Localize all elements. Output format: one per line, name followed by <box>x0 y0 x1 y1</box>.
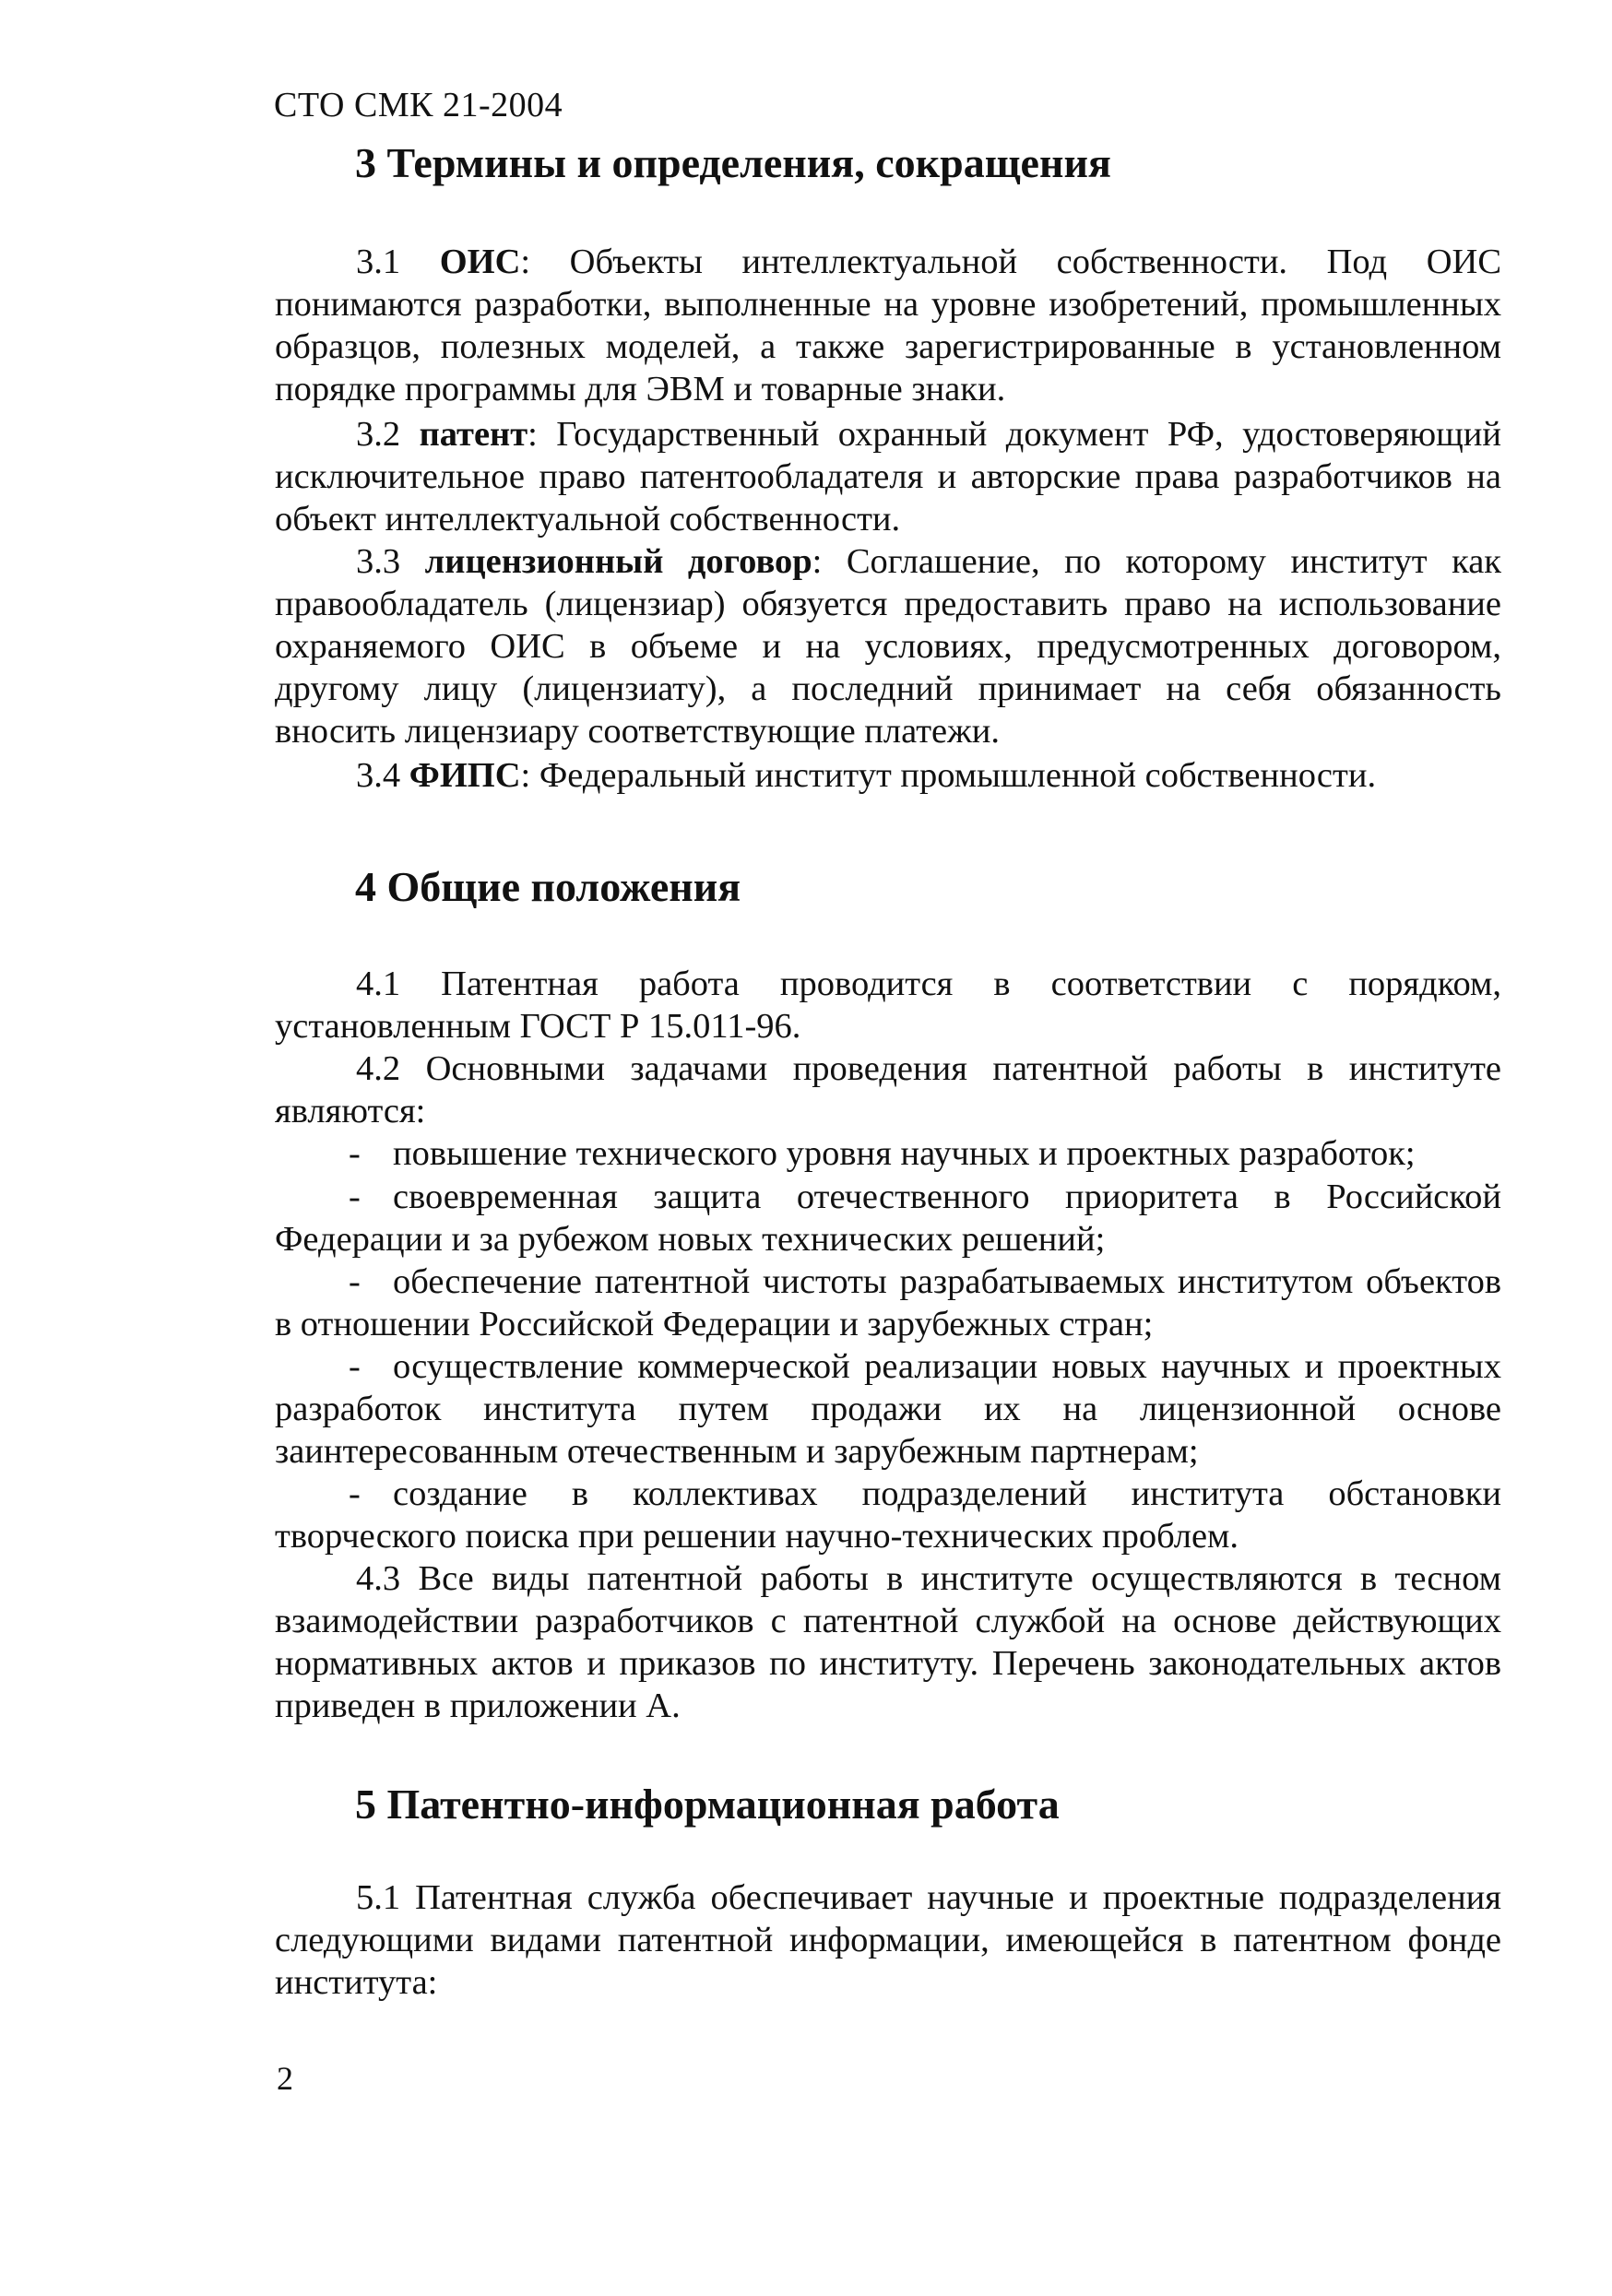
section-4-heading: 4 Общие положения <box>355 863 741 910</box>
definition-text: : Государственный охранный документ РФ, удостоверяющий исключительное право патентообладателя и авторские права разработчиков на объект интеллектуальной собственности. <box>275 415 1502 538</box>
list-item-text: повышение технического уровня научных и проектных разработок; <box>393 1134 1416 1173</box>
bullet-dash: - <box>349 1347 361 1386</box>
list-item-text: создание в коллективах подразделений института обстановки творческого поиска при решении научно-технических проблем. <box>275 1474 1501 1556</box>
list-item <box>275 1132 1501 1175</box>
section-5-heading: 5 Патентно-информационная работа <box>355 1781 1060 1828</box>
definition-text: : Соглашение, по которому институт как правообладатель (лицензиар) обязуется предоставить право на использование охраняемого ОИС в объеме и на условиях, предусмотренных договором, другому лицу (лицензиату), а последний принимает на себя обязанность вносить лицензиару соответствующие платежи. <box>275 542 1501 751</box>
list-item <box>275 1260 1501 1345</box>
list-item <box>275 1473 1501 1557</box>
section-3-heading: 3 Термины и определения, сокращения <box>355 139 1111 186</box>
definition-number: 3.2 <box>356 415 420 454</box>
document-code: СТО СМК 21-2004 <box>274 86 563 124</box>
paragraph-4-2: 4.2 Основными задачами проведения патентной работы в институте являются: <box>275 1049 1501 1130</box>
definition-text: : Федеральный институт промышленной собственности. <box>520 756 1377 795</box>
list-item <box>275 1345 1501 1473</box>
bullet-dash: - <box>349 1134 361 1173</box>
definition-text: : Объекты интеллектуальной собственности. Под ОИС понимаются разработки, выполненные на уровне изобретений, промышленных образцов, полезных моделей, а также зарегистрированные в установленном порядке программы для ЭВМ и товарные знаки. <box>275 243 1501 408</box>
page-number: 2 <box>277 2060 293 2097</box>
definition-term: лицензионный договор <box>424 542 812 581</box>
definition-number: 3.3 <box>356 542 425 581</box>
bullet-dash: - <box>349 1474 361 1513</box>
bullet-dash: - <box>349 1178 361 1216</box>
definition-3-4 <box>275 754 1501 797</box>
definition-term: ОИС <box>439 243 521 281</box>
definition-number: 3.1 <box>356 243 440 281</box>
definition-3-1 <box>275 241 1501 410</box>
bullet-dash: - <box>349 1262 361 1301</box>
definition-term: ФИПС <box>409 756 521 795</box>
definition-3-3 <box>275 540 1501 752</box>
definition-3-2 <box>275 413 1501 540</box>
list-item-text: обеспечение патентной чистоты разрабатываемых институтом объектов в отношении Российской Федерации и зарубежных стран; <box>275 1262 1501 1343</box>
list-item-text: своевременная защита отечественного приоритета в Российской Федерации и за рубежом новых технических решений; <box>275 1178 1501 1259</box>
paragraph-4-3: 4.3 Все виды патентной работы в институте осуществляются в тесном взаимодействии разработчиков с патентной службой на основе действующих нормативных актов и приказов по институту. Перечень законодательных актов приведен в приложении А. <box>275 1559 1501 1725</box>
paragraph-4-1: 4.1 Патентная работа проводится в соответствии с порядком, установленным ГОСТ Р 15.011-96. <box>275 965 1501 1046</box>
list-item <box>275 1176 1501 1260</box>
definition-number: 3.4 <box>356 756 409 795</box>
paragraph-5-1: 5.1 Патентная служба обеспечивает научные и проектные подразделения следующими видами патентной информации, имеющейся в патентном фонде института: <box>275 1878 1501 2002</box>
definition-term: патент <box>419 415 528 454</box>
list-item-text: осуществление коммерческой реализации новых научных и проектных разработок института путем продажи их на лицензионной основе заинтересованным отечественным и зарубежным партнерам; <box>275 1347 1501 1471</box>
